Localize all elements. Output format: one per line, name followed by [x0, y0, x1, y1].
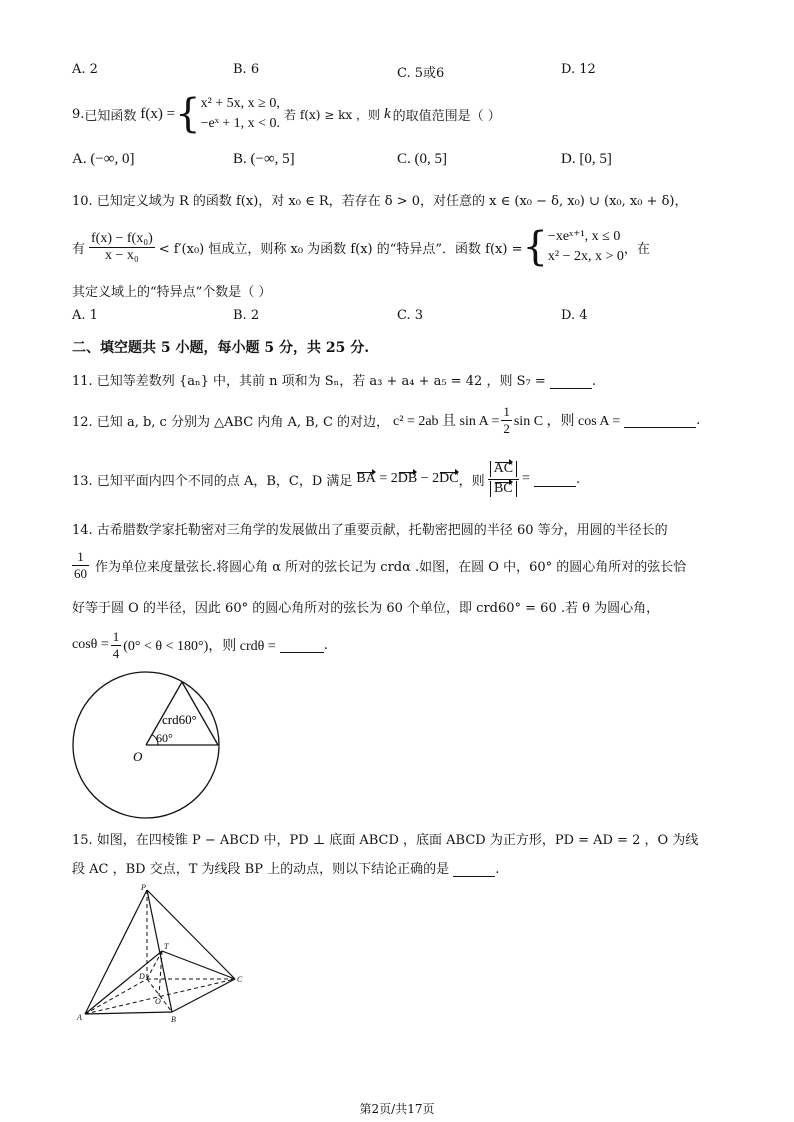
q14-line2-text: 作为单位来度量弦长.将圆心角 α 所对的弦长记为 crdα .如图，在圆 O 中，60° 的圆心角所对的弦长恰 — [95, 559, 687, 575]
q15-line2-text: 段 AC ，BD 交点，T 为线段 BP 上的动点，则以下结论正确的是 — [72, 862, 450, 877]
q9-option-b: B. (−∞, 5] — [233, 151, 295, 167]
q10-mid: < f′(x₀) 恒成立，则称 x₀ 为函数 f(x) 的“特异点”．函数 f(x) = — [158, 241, 523, 257]
edge-bc — [172, 979, 235, 1012]
q10-cases — [548, 227, 624, 267]
q10-end: ，在 — [623, 241, 650, 257]
q9-number: 9. — [72, 106, 85, 122]
q14-frac-num: 1 — [72, 549, 89, 566]
q14-end: . — [323, 637, 328, 653]
q9-case1: x² + 5x, x ≥ 0, — [200, 96, 280, 111]
q9-stem-after: 的取值范围是（ ） — [392, 108, 501, 124]
q14-line4-den: 4 — [112, 645, 120, 661]
q10-frac-den: x − x₀ — [105, 247, 139, 263]
q9-case2: −eˣ + 1, x < 0. — [200, 116, 281, 131]
q14-line4-b: (0° < θ < 180°)，则 crdθ = — [123, 639, 276, 654]
q14-circle-figure — [70, 670, 230, 820]
q10-brace: { — [522, 224, 548, 270]
q13-vec-ac: AC — [493, 461, 514, 477]
question-13 — [72, 450, 580, 508]
q14-answer-blank[interactable] — [280, 638, 324, 653]
edge-ab — [85, 1012, 172, 1014]
q13-text-c: = — [522, 471, 530, 486]
q15-line2 — [72, 858, 499, 877]
q14-chord-label: crd60° — [162, 712, 197, 727]
q12-text-c: sin C ，则 cos A = — [513, 414, 621, 429]
q12-fraction — [501, 404, 512, 437]
label-a: A — [77, 1013, 82, 1022]
section-2-title: 二、填空题共 5 小题，每小题 5 分，共 25 分. — [72, 340, 370, 356]
q14-center-label: O — [133, 749, 143, 764]
q13-text-a: 13. 已知平面内四个不同的点 A，B，C，D 满足 — [72, 473, 353, 489]
q14-line4-a: cosθ = — [72, 637, 109, 652]
q10-fraction — [89, 231, 155, 264]
label-d: D — [139, 972, 145, 981]
q10-line1: 10. 已知定义域为 R 的函数 f(x)，对 x₀ ∈ R，若存在 δ > 0，对任意的 x ∈ (x₀ − δ, x₀) ∪ (x₀, x₀ + δ)， — [72, 194, 688, 209]
segment-tc — [162, 951, 235, 979]
label-o: O — [155, 997, 161, 1006]
q15-line1: 15. 如图，在四棱锥 P − ABCD 中，PD ⊥ 底面 ABCD ，底面 ABCD 为正方形，PD = AD = 2 ，O 为线 — [72, 833, 699, 848]
q13-vec-bc: BC — [493, 480, 513, 496]
q9-option-d: D. [0, 5] — [561, 151, 612, 167]
q9-option-c: C. (0, 5] — [397, 151, 447, 167]
label-t: T — [164, 942, 169, 951]
q12-end: . — [696, 412, 701, 428]
q9-k: k — [383, 105, 391, 122]
page-footer: 第2页/共17页 — [359, 1102, 435, 1116]
q13-text-b: ，则 — [458, 473, 485, 489]
q13-fraction — [488, 461, 519, 496]
edge-pa — [85, 890, 147, 1014]
q13-eq: = 2 — [379, 471, 398, 486]
q12-frac-den: 2 — [503, 420, 510, 436]
q9-stem-before: 已知函数 — [84, 108, 137, 124]
q8-option-b: B. 6 — [233, 62, 260, 77]
q9-option-a: A. (−∞, 0] — [72, 151, 135, 167]
label-c: C — [237, 975, 243, 984]
q9-brace: { — [175, 91, 201, 137]
q14-fraction — [72, 549, 89, 582]
q13-vector-eq — [356, 471, 458, 487]
q10-option-d: D. 4 — [561, 308, 588, 323]
q15-pyramid-figure — [75, 882, 250, 1027]
q14-angle-label: 60° — [156, 731, 173, 745]
q9-fx: f(x) = — [140, 105, 176, 122]
q14-line2 — [72, 545, 686, 585]
q11-text: 11. 已知等差数列 {aₙ} 中，其前 n 项和为 Sₙ，若 a₃ + a₄ + a₅ = 42 ，则 S₇ = — [72, 374, 546, 389]
q8-option-a: A. 2 — [72, 62, 98, 77]
q10-case2: x² − 2x, x > 0 — [547, 249, 624, 264]
q15-answer-blank[interactable] — [453, 862, 495, 877]
label-p: P — [141, 883, 146, 892]
q13-vec-dc: DC — [439, 471, 459, 486]
edge-pc — [147, 890, 235, 979]
question-11 — [72, 370, 596, 389]
q13-vec-ba: BA — [356, 471, 376, 486]
q10-option-b: B. 2 — [233, 308, 260, 323]
q13-end: . — [575, 471, 581, 487]
q12-text-b: c² = 2ab 且 sin A = — [393, 414, 500, 429]
label-b: B — [171, 1015, 176, 1024]
q11-end: . — [591, 374, 597, 389]
q10-frac-num: f(x) − f(x₀) — [91, 230, 153, 246]
q13-minus: − 2 — [420, 471, 440, 486]
q14-line1: 14. 古希腊数学家托勒密对三角学的发展做出了重要贡献，托勒密把圆的半径 60 等分，用圆的半径长的 — [72, 523, 668, 538]
q14-line3: 好等于圆 O 的半径，因此 60° 的圆心角所对的弦长为 60 个单位，即 crd60° = 60 .若 θ 为圆心角， — [72, 601, 660, 616]
q9-cases — [201, 94, 280, 134]
q10-line3: 其定义域上的“特异点”个数是（ ） — [72, 285, 272, 300]
question-9 — [72, 92, 501, 136]
q10-line2 — [72, 222, 650, 272]
q14-line4 — [72, 626, 328, 664]
question-12 — [72, 400, 700, 440]
q12-answer-blank[interactable] — [624, 413, 696, 428]
q10-case1: −xeˣ⁺¹, x ≤ 0 — [547, 229, 621, 244]
segment-at — [85, 951, 162, 1014]
q10-option-c: C. 3 — [397, 308, 424, 323]
q14-frac-den: 60 — [74, 565, 87, 581]
q12-text-a: 12. 已知 a, b, c 分别为 △ABC 内角 A, B, C 的对边， — [72, 414, 390, 430]
q10-option-a: A. 1 — [72, 308, 98, 323]
q14-line4-num: 1 — [112, 628, 120, 644]
q10-prefix: 有 — [72, 241, 86, 257]
q13-answer-blank[interactable] — [534, 472, 576, 487]
q12-frac-num: 1 — [503, 403, 510, 419]
q9-stem-middle: 若 f(x) ≥ kx ，则 — [284, 107, 380, 122]
q8-option-c: C. 5或6 — [397, 66, 445, 81]
q11-answer-blank[interactable] — [550, 374, 592, 389]
q13-vec-db: DB — [397, 471, 418, 486]
q15-end: . — [495, 862, 500, 877]
q14-line4-fraction — [111, 629, 122, 662]
q8-option-d: D. 12 — [561, 62, 596, 77]
